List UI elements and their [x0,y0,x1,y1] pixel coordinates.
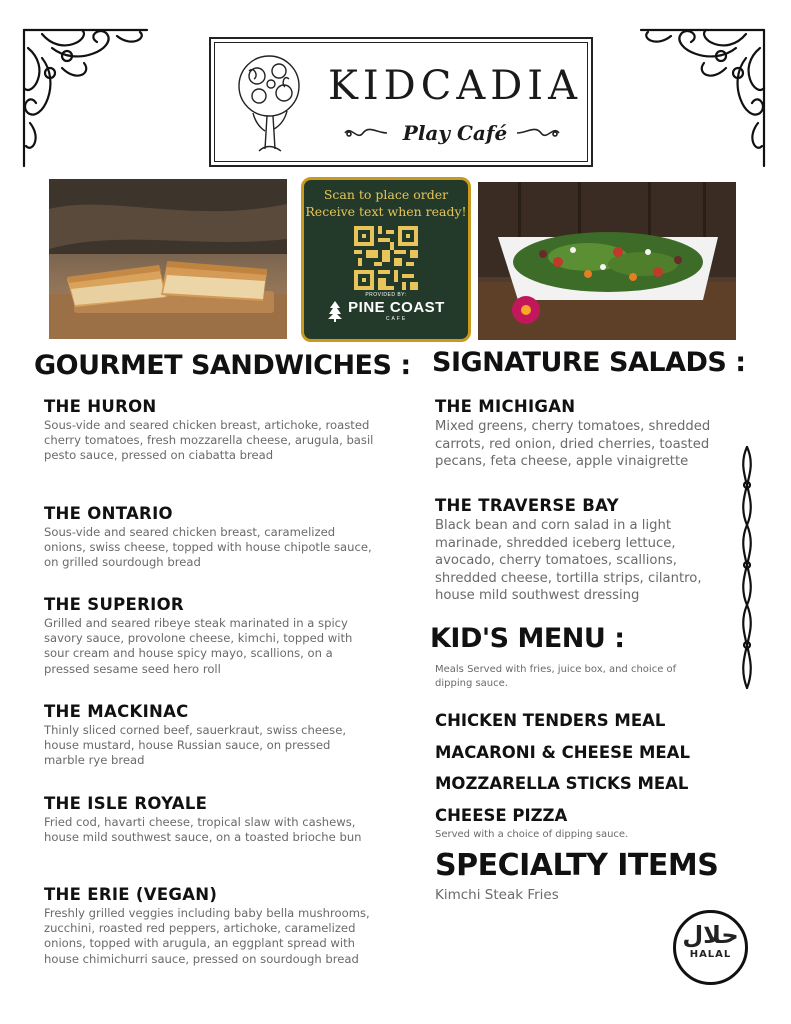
qr-brand-sub: CAFE [385,316,408,322]
item-description: Freshly grilled veggies including baby bella mushrooms, zucchini, roasted red peppers, artichoke, caramelized onions, topped with arugula, an eggplant spread with house chimichurri sauce, pressed on sourdough bread [44,906,370,966]
item-name: THE TRAVERSE BAY [435,496,619,515]
menu-item [44,504,374,571]
item-description: Black bean and corn salad in a light marinade, shredded iceberg lettuce, avocado, cherry tomatoes, scallions, shredded cheese, tortilla strips, cilantro, house mild southwest dressing [435,518,702,603]
halal-arabic-text: حلال [682,921,739,949]
specialty-section-title: SPECIALTY ITEMS [435,848,719,883]
item-name: THE SUPERIOR [44,595,184,614]
qr-code-icon[interactable] [354,226,418,290]
menu-item [44,885,374,967]
qr-provided-by: PROVIDED BY: [365,292,407,298]
qr-instruction-scan: Scan to place order [323,187,449,202]
item-description: Sous-vide and seared chicken breast, artichoke, roasted cherry tomatoes, fresh mozzarella cheese, arugula, basil pesto sauce, pressed on ciabatta bread [44,418,374,463]
menu-item [44,595,374,677]
item-description: Thinly sliced corned beef, sauerkraut, swiss cheese, house mustard, house Russian sauce, on pressed marble rye bread [44,723,347,768]
item-description: Fried cod, havarti cheese, tropical slaw with cashews, house mild southwest sauce, on a toasted brioche bun [44,815,362,845]
kids-item: CHEESE PIZZA [435,806,568,825]
halal-badge [673,910,748,985]
kids-item: CHICKEN TENDERS MEAL [435,711,666,730]
kids-section-title: KID'S MENU : [430,623,625,654]
item-description: Grilled and seared ribeye steak marinated in a spicy savory sauce, provolone cheese, kimchi, topped with sour cream and house spicy mayo, scallions, on a pressed sesame seed hero roll [44,616,353,676]
sandwiches-section-title: GOURMET SANDWICHES : [34,350,411,381]
logo-title: KIDCADIA [327,63,582,109]
menu-item [44,397,374,464]
kids-item: MACARONI & CHEESE MEAL [435,743,690,762]
qr-brand-name: PINE COAST [348,299,445,316]
item-name: THE ISLE ROYALE [44,794,208,813]
item-description: Sous-vide and seared chicken breast, caramelized onions, swiss cheese, topped with house chipotle sauce, on grilled sourdough bread [44,525,372,570]
menu-item [44,794,374,845]
item-name: THE HURON [44,397,157,416]
menu-item [435,397,730,471]
logo-subtitle: Play Café [402,121,508,145]
item-name: THE MICHIGAN [435,397,576,416]
vine-ornament [732,445,762,690]
salad-photo [478,182,736,340]
specialty-item: Kimchi Steak Fries [435,887,559,903]
qr-order-card[interactable] [301,177,471,342]
sandwich-photo [49,179,287,339]
item-name: THE ERIE (VEGAN) [44,885,218,904]
salads-section-title: SIGNATURE SALADS : [432,347,746,378]
kids-meal-note: Meals Served with fries, juice box, and choice of dipping sauce. [435,664,677,689]
swirl-right-icon [515,125,561,141]
item-name: THE MACKINAC [44,702,189,721]
kids-item: MOZZARELLA STICKS MEAL [435,774,689,793]
tree-logo-icon [229,51,309,159]
item-name: THE ONTARIO [44,504,173,523]
halal-label: HALAL [689,949,732,960]
menu-item [44,702,374,769]
pizza-note: Served with a choice of dipping sauce. [435,829,629,840]
menu-item [435,496,730,605]
corner-ornament-top-right [636,28,766,168]
item-description: Mixed greens, cherry tomatoes, shredded carrots, red onion, dried cherries, toasted pecans, feta cheese, apple vinaigrette [435,419,711,469]
pine-tree-icon [327,300,343,322]
logo-frame [209,37,593,167]
qr-instruction-text: Receive text when ready! [305,204,467,219]
corner-ornament-top-left [22,28,152,168]
